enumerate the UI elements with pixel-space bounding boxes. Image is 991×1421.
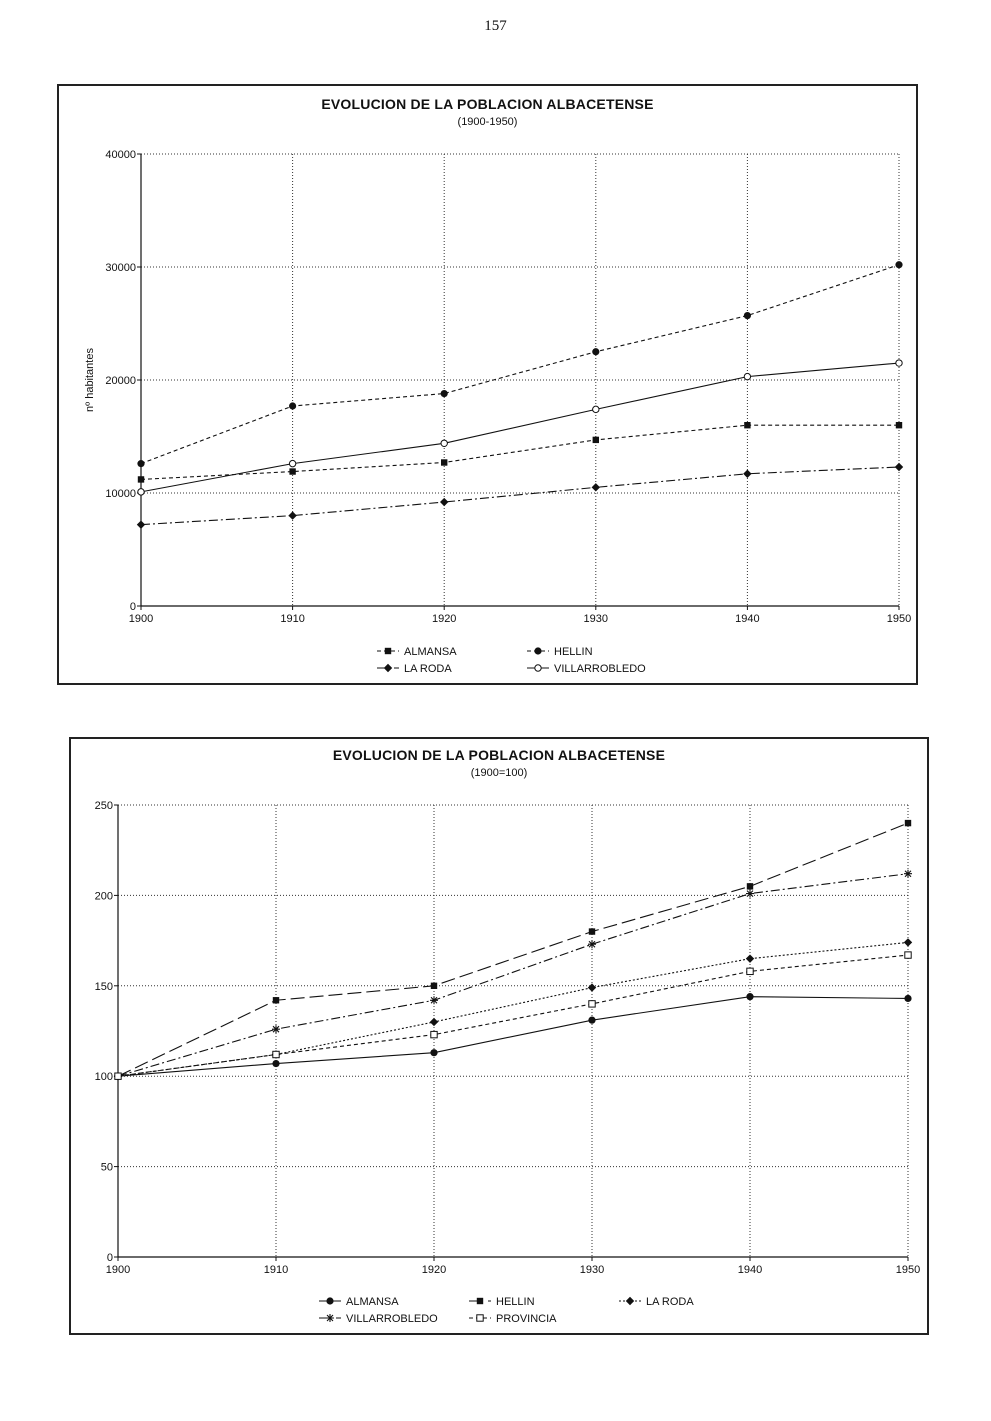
chart-1-series-2-point-1 — [288, 511, 296, 519]
chart-2-series-4-point-0 — [115, 1073, 121, 1079]
chart-2-series-4-point-5 — [905, 952, 911, 958]
chart-1-xtick-label-5: 1950 — [886, 613, 912, 625]
chart-2-xtick-label-5: 1950 — [895, 1264, 921, 1276]
chart-2-series-2-point-5 — [904, 938, 912, 946]
chart-1-series-1-point-4 — [744, 312, 751, 319]
chart-1-series-3-point-1 — [289, 460, 295, 466]
chart-1-legend-marker-2 — [384, 664, 392, 672]
chart-2-series-3-point-4 — [746, 890, 754, 898]
chart-1-xtick-label-3: 1930 — [583, 613, 609, 625]
chart-1-ytick-label-0: 0 — [129, 601, 136, 613]
chart-2-ytick-label-4: 200 — [94, 890, 113, 903]
chart-2-legend-item-0 — [319, 1296, 399, 1308]
chart-2-legend-marker-0 — [326, 1297, 333, 1304]
chart-1-y-axis-label: nº habitantes — [84, 348, 96, 412]
chart-2-legend-item-4 — [469, 1313, 557, 1325]
chart-1-series-1-point-1 — [289, 402, 296, 409]
chart-2-series-4-point-1 — [273, 1051, 279, 1057]
chart-2-series-4-line — [118, 955, 908, 1076]
chart-1-legend-item-2 — [377, 663, 452, 675]
chart-2-series-4-point-4 — [747, 968, 753, 974]
chart-1-subtitle: (1900-1950) — [457, 116, 518, 128]
chart-1-series-1-line — [141, 265, 899, 464]
chart-2-plot — [71, 739, 931, 1337]
chart-2-series-1-point-2 — [431, 983, 437, 989]
chart-2-series-0-point-3 — [588, 1017, 595, 1024]
chart-1-title: EVOLUCION DE LA POBLACION ALBACETENSE — [321, 96, 654, 112]
chart-1-legend-item-0 — [377, 646, 457, 658]
chart-2-xtick-label-2: 1920 — [421, 1264, 447, 1276]
chart-2-series-1-line — [118, 823, 908, 1076]
chart-1-series-2-line — [141, 467, 899, 525]
chart-1-xtick-label-2: 1920 — [431, 613, 457, 625]
chart-2-series-2-point-3 — [588, 983, 596, 991]
chart-1-ytick-label-4: 40000 — [105, 149, 136, 161]
chart-1-legend-marker-3 — [535, 665, 541, 671]
chart-2-series-0-point-2 — [430, 1049, 437, 1056]
chart-2-series-0-line — [118, 997, 908, 1077]
chart-1-series-0-line — [141, 425, 899, 479]
chart-1-xtick-label-4: 1940 — [735, 613, 760, 625]
chart-2-legend-item-3 — [319, 1313, 438, 1325]
chart-2-series-1-point-5 — [905, 820, 911, 826]
chart-2-legend-marker-1 — [477, 1298, 483, 1304]
chart-2-series-3-point-3 — [588, 940, 596, 948]
chart-2-series-1-point-1 — [273, 997, 279, 1003]
chart-2-xtick-label-1: 1910 — [263, 1264, 289, 1276]
chart-1-series-1-point-2 — [441, 390, 448, 397]
chart-2-series-3-point-2 — [430, 996, 438, 1004]
chart-2-legend-marker-3 — [326, 1314, 334, 1322]
chart-1-ytick-label-3: 30000 — [105, 262, 136, 274]
chart-1-series-0-point-0 — [138, 476, 144, 482]
chart-2-legend-label-2: LA RODA — [646, 1296, 694, 1308]
chart-1-series-1-point-3 — [592, 348, 599, 355]
chart-1-series-3-point-2 — [441, 440, 447, 446]
chart-1-legend-label-3: VILLARROBLEDO — [554, 663, 646, 675]
chart-2-series-2-point-4 — [746, 954, 754, 962]
chart-2-series-1-point-4 — [747, 883, 753, 889]
chart-2-frame — [69, 737, 929, 1335]
chart-2-ytick-label-2: 100 — [94, 1071, 113, 1084]
chart-2-series-2-line — [118, 942, 908, 1076]
chart-1-legend-label-1: HELLIN — [554, 646, 593, 658]
chart-2-series-0-point-4 — [746, 993, 753, 1000]
chart-2-legend-marker-2 — [626, 1297, 634, 1305]
chart-1-series-3-point-5 — [896, 360, 902, 366]
chart-2-legend-label-0: ALMANSA — [346, 1296, 399, 1308]
chart-2-xtick-label-3: 1930 — [579, 1264, 605, 1276]
chart-1-series-2-point-2 — [440, 498, 448, 506]
chart-2-ytick-label-1: 50 — [100, 1161, 113, 1174]
chart-2-xtick-label-4: 1940 — [737, 1264, 763, 1276]
chart-2-ytick-label-0: 0 — [106, 1252, 113, 1264]
chart-1-series-2-point-5 — [895, 463, 903, 471]
chart-1-legend-item-1 — [527, 646, 593, 658]
chart-1-xtick-label-1: 1910 — [280, 613, 305, 625]
chart-1-xtick-label-0: 1900 — [128, 613, 154, 625]
chart-2-ytick-label-5: 250 — [94, 800, 113, 812]
chart-1-legend-item-3 — [527, 663, 646, 675]
chart-1-plot — [59, 86, 920, 687]
chart-2-ytick-label-3: 150 — [94, 980, 113, 993]
chart-2-series-0-point-5 — [904, 995, 911, 1002]
chart-2-series-3-line — [118, 874, 908, 1076]
chart-1-series-2-point-0 — [137, 520, 145, 528]
chart-1-legend-label-2: LA RODA — [404, 663, 452, 675]
chart-2-legend-label-3: VILLARROBLEDO — [346, 1313, 438, 1325]
chart-1-series-1-point-5 — [895, 261, 902, 268]
chart-2-subtitle: (1900=100) — [470, 767, 528, 779]
chart-2-title: EVOLUCION DE LA POBLACION ALBACETENSE — [332, 747, 666, 763]
chart-2-series-0-point-1 — [272, 1060, 279, 1067]
chart-2-series-1-point-3 — [589, 928, 595, 934]
chart-2-series-4-point-3 — [589, 1001, 595, 1007]
chart-2-legend-label-4: PROVINCIA — [496, 1313, 557, 1325]
chart-1-series-0-point-4 — [744, 422, 750, 428]
chart-1-frame — [57, 84, 918, 685]
chart-1-series-0-point-1 — [289, 468, 295, 474]
chart-2-series-3-point-1 — [272, 1025, 280, 1033]
chart-1-series-3-point-4 — [744, 373, 750, 379]
chart-1-series-3-point-0 — [138, 489, 144, 495]
chart-2-legend-marker-4 — [477, 1315, 483, 1321]
chart-1-ytick-label-1: 10000 — [105, 488, 136, 500]
page-number: 157 — [484, 18, 507, 34]
chart-2-xtick-label-0: 1900 — [105, 1264, 131, 1276]
chart-1-legend-marker-0 — [385, 648, 391, 654]
chart-1-series-1-point-0 — [137, 460, 144, 467]
chart-2-series-2-point-2 — [430, 1018, 438, 1026]
chart-1-series-0-point-2 — [441, 459, 447, 465]
chart-2-legend-item-1 — [469, 1296, 535, 1308]
chart-1-series-3-point-3 — [593, 406, 599, 412]
chart-2-series-3-point-5 — [904, 870, 912, 878]
chart-1-series-2-point-3 — [592, 483, 600, 491]
chart-1-legend-label-0: ALMANSA — [404, 646, 457, 658]
chart-1-series-0-point-3 — [593, 437, 599, 443]
chart-2-legend-item-2 — [619, 1296, 694, 1308]
chart-2-series-4-point-2 — [431, 1031, 437, 1037]
chart-1-ytick-label-2: 20000 — [105, 375, 136, 387]
chart-1-series-2-point-4 — [743, 470, 751, 478]
chart-1-series-0-point-5 — [896, 422, 902, 428]
chart-2-legend-label-1: HELLIN — [496, 1296, 535, 1308]
chart-1-legend-marker-1 — [534, 647, 541, 654]
